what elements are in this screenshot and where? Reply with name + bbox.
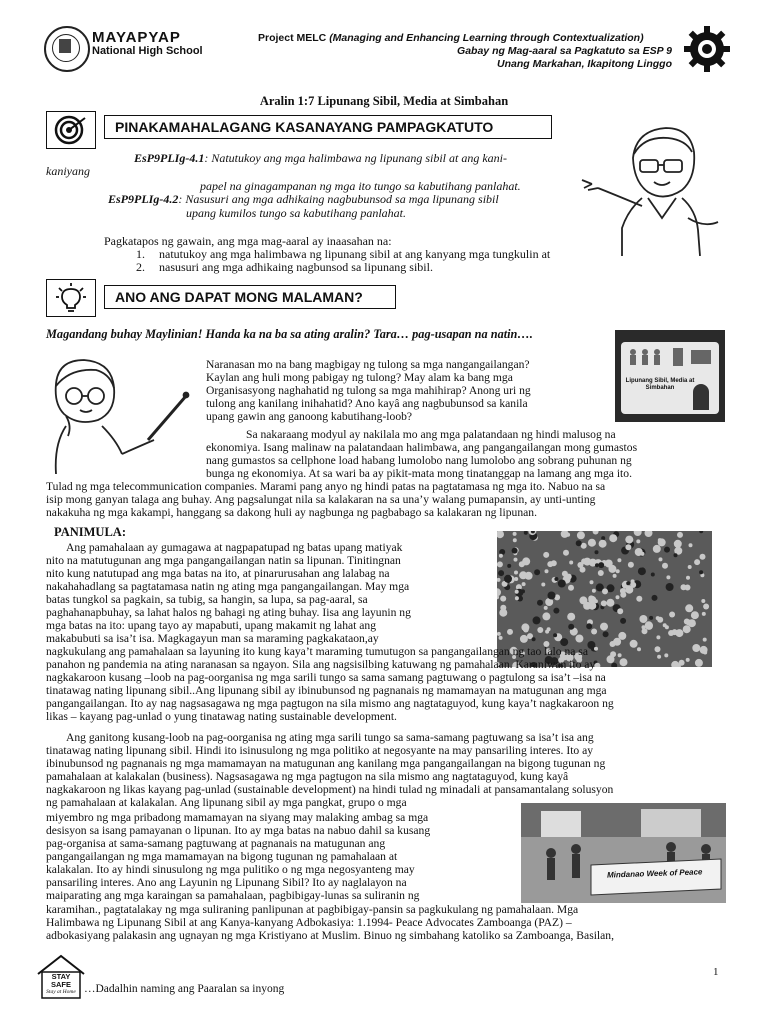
competency-2-cont: upang kumilos tungo sa kabutihang panlahat. xyxy=(186,206,406,220)
peace-march-photo xyxy=(521,803,726,903)
paragraph-economy: Sa nakaraang modyul ay nakilala mo ang mga palatandaan ng hindi malusog na ekonomiya. Isang malinaw na palatandaan halimbawa, ang pangangailangan mong gumastos nang gumastos sa cellphone load habang lumolobo nang lumolobo ang sobrang puhunan ng bunga ng ekonomiya. At sa wari ba ay pikit-mata mong tinatanggap na lamang ang mga ito. xyxy=(206,428,638,480)
school-subtitle: National High School xyxy=(92,45,203,57)
lightbulb-icon-box xyxy=(46,279,96,317)
paragraph-economy-cont: Tulad ng mga telecommunication companies. Marami pang anyo ng hindi patas na pagtatamasa ng mga ito. Nabuo na sa isip mong ganyan talaga ang buhay. Ang pagsalungat nila sa kalakaran na sa una’y walang pumapansin, ay unti-unting nakakuha ng mga kakampi, hanggang sa dakong huli ay nagbunga ng pagbabago sa kalakaran ng lipunan. xyxy=(46,480,606,519)
paragraph-definition: miyembro ng mga pribadong mamamayan na siyang may malaking ambag sa mga desisyon sa isang pamayanan o lipunan. Ito ay mga batas na nabuo dahil sa kusang pag-organisa at sama-samang pagtuwang at pagnanais na matugunan ang pangangailangan ng mga mamamayan na bigong tugunan ng pamahalaan at kalakalan. Ito ay hindi sinusulong ng mga pulitiko o ng mga negosyanteng may pansariling interes. Ano ang Layunin ng Lipunang Sibil? Ito ay naglalayon na maiparating ang mga karaingan sa pamahalaan, pagbibigay-lunas sa suliranin ng xyxy=(46,811,431,902)
paragraph-government: Ang pamahalaan ay gumagawa at nagpapatupad ng batas upang matiyak nito na matutugunan ang mga pangangailangan natin sa lipunan. Tinitingnan nito kung natutupad ang mga batas na ito, at pinarurusahan ang lalabag na nakahahadlang sa pagtatamasa natin ng ating mga pangangailangan. May mga batas tungkol sa pagkain, sa tubig, sa hangin, sa lupa, sa pag-aaral, sa paghahanapbuhay, sa lahat halos ng bahagi ng ating buhay. Iisa ang layunin ng mga batas na ito: upang tayo ay mapabuti, upang makamit ng lahat ang makabubuti sa isa’t isa. Magkagayun man sa maraming pagkakataon,ay xyxy=(46,541,411,645)
competency-1-cont2: papel na ginagampanan ng mga ito tungo sa kabutihang panlahat. xyxy=(200,179,521,193)
panimula-heading: PANIMULA: xyxy=(54,525,126,539)
greeting-text: Magandang buhay Maylinian! Handa ka na ba sa ating aralin? Tara… pag-usapan na natin…. xyxy=(46,327,533,341)
paragraph-government-cont: nagkukulang ang pamahalaan sa layuning ito kung kaya’t maraming tumutugon sa pangangailangan ng tao lalo na sa panahon ng pandemia na ating naranasan sa ngayon. Sila ang nagsisilbing katuwang ng pamahalaan. Karaniwan ito ay nagkakaroon kusang –loob na pag-oorganisa ng mga sarili tungo sa sama samang pagtuwang o pagtulong sa isa’t –isa na tinatawag nating lipunang sibil..Ang lipunang sibil ay ibinubunsod ng pagnanais ng mamamayan na matugunan ang mga pangangailangan. Ito ay nag nagsasagawa ng mga pagtugon na sila mismo ang nagtataguyod, kung kaya’t nagkakaroon ng likas – kayang pag-unlad o yung tinatawag nating sustainable development. xyxy=(46,645,614,723)
stay-safe-house-icon xyxy=(34,954,88,1000)
thumbnail-caption: Lipunang Sibil, Media at Simbahan xyxy=(625,378,695,391)
school-name: MAYAPYAP xyxy=(92,29,181,46)
objectives-intro: Pagkatapos ng gawain, ang mga mag-aaral ay inaasahan na: xyxy=(104,234,392,248)
objective-item: 1. natutukoy ang mga halimbawa ng lipunang sibil at ang kanyang mga tungkulin at xyxy=(136,247,551,261)
page-number: 1 xyxy=(713,966,719,978)
header-line-3: Unang Markahan, Ikapitong Linggo xyxy=(496,58,672,70)
gear-logo-icon xyxy=(683,25,731,73)
competency-1: EsP9PLIg-4.1: Natutukoy ang mga halimbawa ng lipunang sibil at ang kani- xyxy=(134,151,507,165)
competency-2: EsP9PLIg-4.2: Nasusuri ang mga adhikaing nagbubunsod sa mga lipunang sibil xyxy=(108,192,499,206)
paragraph-civil-society: Ang ganitong kusang-loob na pag-oorganisa ng ating mga sarili tungo sa sama-samang pagtuwang sa isa’t isa ang tinatawag nating lipunang sibil. Hindi ito isinusulong ng mga politiko at negosyante na may pansariling interes. Ito ay ibinubunsod ng pagnanais ng mga mamamayan na matugunan ang kanilang mga pangangailangan na bigong tugunan ng pamahalaan at kalakalan (business). Nagsasagawa ng mga pagtugon na sila mismo ang nagtataguyod, kung kayâ nagkakaroon ng likas kayang pag-unlad (sustainable development) na hindi tulad ng minadali at pansamantalang solusyon ng pamahalaan at kalakalan. Ang lipunang sibil ay mga pangkat, grupo o mga xyxy=(46,731,614,809)
section-heading-knowledge: ANO ANG DAPAT MONG MALAMAN? xyxy=(104,285,396,309)
stay-safe-label: STAY SAFE xyxy=(50,972,71,989)
target-icon xyxy=(54,115,88,145)
section-heading-competencies: PINAKAMAHALAGANG KASANAYANG PAMPAGKATUTO xyxy=(104,115,552,139)
teacher-girl-illustration xyxy=(36,354,196,474)
stay-home-label: Stay at Home xyxy=(46,989,76,995)
paragraph-examples: karamihan., pagtatalakay ng mga suliraning panlipunan at pagbibigay-pansin sa pagkukulang ng pamahalaan. Mga Halimbawa ng Lipunang Sibil at ang Kanya-kanyang Adbokasiya: 1.1994- Peace Advocates Zamboanga (PAZ) – adbokasiyang palakasin ang ugnayan ng mga Kristiyano at Muslim. Binuo ng simbahang katoliko sa Zamboanga, Basilan, xyxy=(46,903,614,942)
objective-item: 2. nasusuri ang mga adhikaing nagbunsod sa lipunang sibil. xyxy=(136,260,433,274)
footer-text: …Dadalhin naming ang Paaralan sa inyong xyxy=(84,983,285,995)
school-seal xyxy=(44,26,90,72)
competency-1-cont: kaniyang xyxy=(46,164,90,178)
lesson-title: Aralin 1:7 Lipunang Sibil, Media at Simbahan xyxy=(259,94,509,108)
header-line-2: Gabay ng Mag-aaral sa Pagkatuto sa ESP 9 xyxy=(457,45,672,57)
lesson-video-thumbnail[interactable] xyxy=(615,330,725,422)
header-project-line: Project MELC (Managing and Enhancing Learning through Contextualization) xyxy=(258,32,644,44)
target-icon-box xyxy=(46,111,96,149)
boy-pointing-illustration xyxy=(578,118,728,256)
banner-text: Mindanao Week of Peace xyxy=(606,867,703,880)
lightbulb-icon xyxy=(56,283,86,313)
paragraph-intro-questions: Naranasan mo na bang magbigay ng tulong sa mga nangangailangan? Kaylan ang huli mong pabigay ng tulong? May alam ka bang mga Organisasyong naghahatid ng tulong sa mga mahihirap? Anong uri ng tulong ang kanilang inihahatid? Ano kayâ ang nagbubunsod sa kanila upang gawin ang ganoong kabutihang-loob? xyxy=(206,358,531,423)
